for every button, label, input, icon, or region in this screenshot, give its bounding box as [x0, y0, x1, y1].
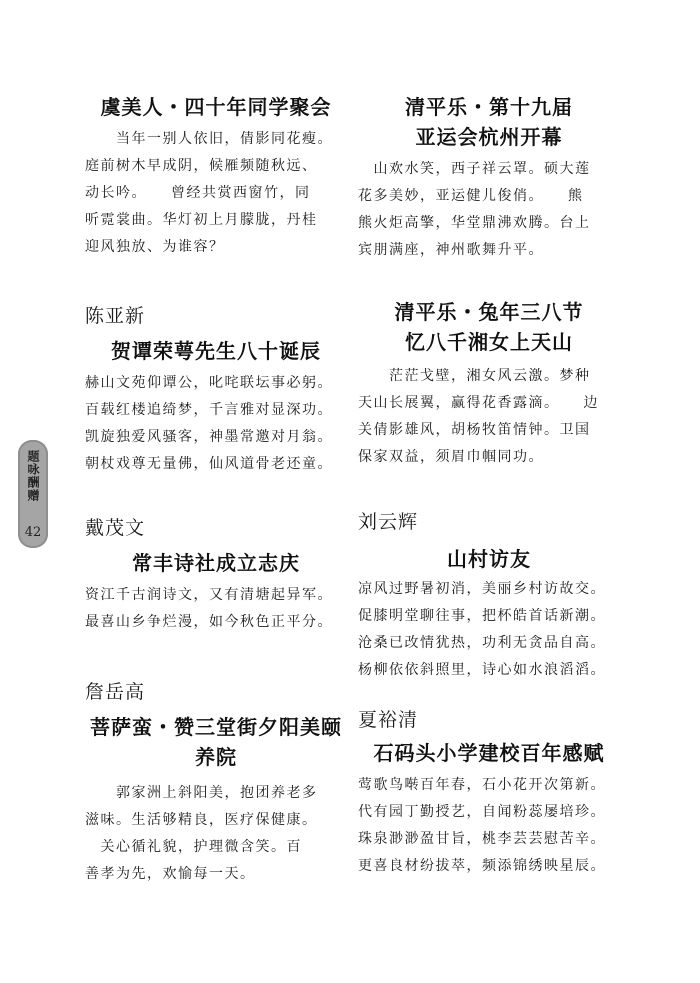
poem-line: 听霓裳曲。华灯初上月朦胧，丹桂 [85, 212, 318, 228]
poem-title: 虞美人・四十年同学聚会 [100, 95, 332, 119]
poem-line: 善孝为先，欢愉每一天。 [85, 866, 256, 882]
poem-line: 茫茫戈壁，湘女风云激。梦种 [358, 368, 591, 384]
poem-line: 沧桑已改情犹热，功利无贪品自高。 [358, 635, 606, 651]
poem-pusaman [85, 680, 347, 888]
page-number: 42 [24, 525, 42, 540]
poem-line: 宾朋满座，神州歌舞升平。 [358, 242, 544, 258]
poem-title-cont: 亚运会杭州开幕 [415, 125, 563, 149]
poem-title: 菩萨蛮・赞三堂街夕阳美颐 [90, 715, 342, 739]
poem-line: 朝杖戏尊无量佛，仙风道骨老还童。 [85, 456, 333, 472]
poem-line: 滋味。生活够精良，医疗保健康。 [85, 812, 318, 828]
poem-line: 赫山文苑仰谭公，叱咤联坛事必躬。 [85, 375, 333, 391]
poem-line: 郭家洲上斜阳美，抱团养老多 [85, 785, 318, 801]
poem-title: 石码头小学建校百年感赋 [373, 741, 605, 765]
poem-line: 庭前树木早成阴，候雁频随秋远、 [85, 158, 318, 174]
poem-line: 山欢水笑，西子祥云罩。硕大莲 [358, 161, 591, 177]
poem-title-cont: 养院 [195, 745, 237, 769]
poem-line: 熊火炬高擎，华堂鼎沸欢腾。台上 [358, 215, 591, 231]
poem-shimatou [358, 708, 620, 880]
author-name: 刘云辉 [358, 511, 419, 533]
poem-line: 保家双益，须眉巾帼同功。 [358, 449, 544, 465]
poem-line: 资江千古润诗文，又有清塘起异军。 [85, 587, 333, 603]
poem-line: 最喜山乡争烂漫，如今秋色正平分。 [85, 614, 333, 630]
poem-changfeng [85, 516, 347, 636]
author-name: 夏裕清 [358, 709, 419, 731]
poem-line: 天山长展翼，赢得花香露滴。 边 [358, 395, 599, 411]
poem-line: 花多美妙，亚运健儿俊俏。 熊 [358, 188, 584, 204]
side-section-tab [18, 440, 48, 548]
poem-line: 凉风过野暑初消，美丽乡村访故交。 [358, 581, 606, 597]
side-section-label-wrap [18, 450, 48, 518]
poem-qingpingle-womens-day [358, 297, 620, 471]
poem-title: 清平乐・兔年三八节 [394, 300, 584, 324]
poem-line: 杨柳依依斜照里，诗心如水浪滔滔。 [358, 662, 606, 678]
poem-line: 凯旋独爱风骚客，神墨常邀对月翁。 [85, 429, 333, 445]
author-name: 戴茂文 [85, 517, 146, 539]
poem-line: 莺歌鸟啭百年春，石小花开次第新。 [358, 777, 606, 793]
poem-line: 代有园丁勤授艺，自闻粉蕊屡培珍。 [358, 804, 606, 820]
poem-title: 山村访友 [447, 547, 531, 571]
poem-line: 动长吟。 曾经共赏西窗竹，同 [85, 185, 311, 201]
poem-line: 关心循礼貌，护理微含笑。百 [85, 839, 302, 855]
poem-yumeiren [85, 92, 347, 261]
poem-he-tan [85, 304, 347, 478]
poem-title: 常丰诗社成立志庆 [132, 551, 300, 575]
author-name: 陈亚新 [85, 305, 146, 327]
side-section-label: 题咏酬赠 [26, 450, 40, 502]
poem-qingpingle-asian-games [358, 92, 620, 264]
poem-line: 当年一别人依旧，倩影同花瘦。 [85, 131, 333, 147]
poem-shancun [358, 510, 620, 684]
poem-title: 清平乐・第十九届 [405, 95, 573, 119]
poem-line: 更喜良材纷拔萃，频添锦绣映星辰。 [358, 858, 606, 874]
poem-title: 贺谭荣萼先生八十诞辰 [111, 339, 321, 363]
poem-line: 珠泉渺渺盈甘旨，桃李芸芸慰苦辛。 [358, 831, 606, 847]
author-name: 詹岳高 [85, 681, 146, 703]
poem-line: 迎风独放、为谁容？ [85, 239, 225, 255]
poem-title-cont: 忆八千湘女上天山 [405, 330, 573, 354]
poem-line: 关倩影雄风，胡杨牧笛情钟。卫国 [358, 422, 591, 438]
poem-line: 百载红楼追绮梦，千言雅对显深功。 [85, 402, 333, 418]
poem-line: 促膝明堂聊往事，把杯皓首话新潮。 [358, 608, 606, 624]
